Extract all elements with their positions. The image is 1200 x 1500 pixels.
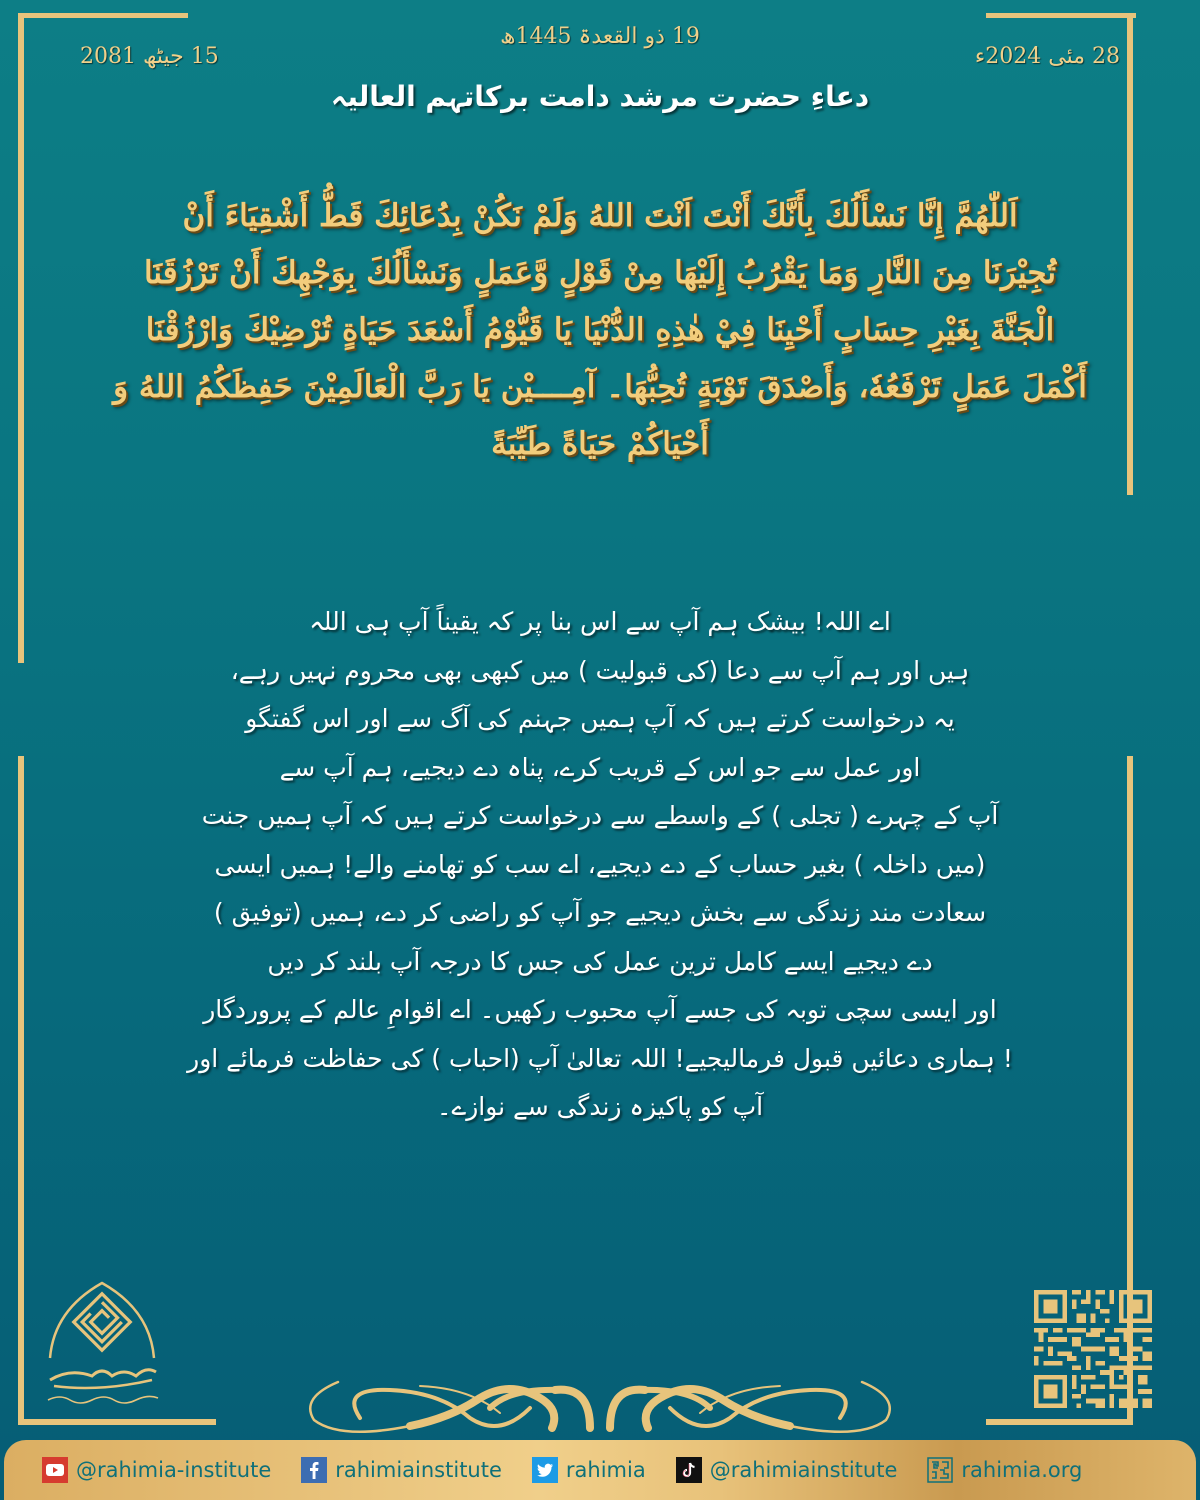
tiktok-icon — [676, 1457, 702, 1483]
urdu-translation-line: آپ کو پاکیزہ زندگی سے نوازے۔ — [436, 1092, 764, 1121]
page-title: دعاءِ حضرت مرشد دامت برکاتہم العالیہ — [330, 80, 870, 113]
hijri-date: 19 ذو القعدۃ 1445ھ — [500, 24, 700, 49]
tiktok-handle: @rahimiainstitute — [709, 1458, 898, 1482]
social-bar — [4, 1440, 1196, 1500]
urdu-translation-line: دے دیجیے ایسے کامل ترین عمل کی جس کا درجہ آپ بلند کر دیں — [267, 946, 933, 976]
twitter-handle: rahimia — [565, 1458, 646, 1482]
urdu-translation-line: یہ درخواست کرتے ہیں کہ آپ ہمیں جہنم کی آگ سے اور اس گفتگو — [245, 704, 955, 733]
website-handle: rahimia.org — [961, 1458, 1083, 1482]
urdu-translation-line: سعادت مند زندگی سے بخش دیجیے جو آپ کو راضی کر دے، ہمیں (توفیق ) — [213, 898, 987, 927]
frame-top-left-horizontal — [18, 13, 188, 18]
facebook-icon — [301, 1457, 327, 1483]
urdu-translation-line: اور عمل سے جو اس کے قریب کرے، پناہ دے دیجیے، ہم آپ سے — [279, 752, 921, 782]
urdu-translation-line: آپ کے چہرے ( تجلی ) کے واسطے سے درخواست کرتے ہیں کہ آپ ہمیں جنت — [201, 801, 999, 830]
arabic-dua-line: اَللّٰهُمَّ إِنَّا نَسْأَلُكَ بِأَنَّكَ أَنْتَ اَنْتَ اللهُ وَلَمْ نَكُنْ بِدُعَائِكَ قَطُّ أَشْقِيَاءَ أَنْ — [182, 198, 1018, 234]
qr-code-icon[interactable] — [1033, 1290, 1153, 1408]
urdu-translation-line: (میں داخلہ ) بغیر حساب کے دے دیجیے، اے سب کو تھامنے والے! ہمیں ایسی — [214, 849, 986, 879]
urdu-translation-line: ہیں اور ہم آپ سے دعا (کی قبولیت ) میں کبھی بھی محروم نہیں رہے، — [230, 655, 970, 685]
arabic-dua-line: أَحْيَاكُمْ حَيَاةً طَيِّبَةً — [491, 426, 709, 462]
twitter-icon — [532, 1457, 558, 1483]
facebook-handle: rahimiainstitute — [335, 1458, 502, 1482]
scroll-ornament-icon — [300, 1368, 900, 1438]
urdu-translation — [150, 598, 1050, 1132]
social-link-youtube[interactable] — [42, 1457, 271, 1483]
bikrami-date: 15 جیٹھ 2081 — [80, 44, 219, 69]
arabic-dua — [85, 188, 1115, 473]
gregorian-date: 28 مئی 2024ء — [974, 44, 1120, 69]
arabic-dua-line: تُجِيْرَنَا مِنَ النَّارِ وَمَا يَقْرُبُ إِلَيْهَا مِنْ قَوْلٍ وَّعَمَلٍ وَنَسْأَلُكَ بِوَجْهِكَ أَنْ تَرْزُقَنَا — [143, 255, 1057, 291]
social-link-tiktok[interactable] — [676, 1457, 898, 1483]
frame-bottom-left-horizontal — [18, 1419, 216, 1425]
arabic-dua-line: أَكْمَلَ عَمَلٍ تَرْفَعُهٗ، وَأَصْدَقَ تَوْبَةٍ تُحِبُّهَا۔ آمِــــيْن يَا رَبَّ الْعَالَمِيْنَ حَفِظَكُمُ اللهُ وَ — [113, 369, 1087, 405]
urdu-translation-line: اور ایسی سچی توبہ کی جسے آپ محبوب رکھیں۔ اے اقوامِ عالم کے پروردگار — [203, 995, 997, 1024]
youtube-icon — [42, 1457, 68, 1483]
social-link-website[interactable] — [927, 1457, 1082, 1483]
urdu-translation-line: ! ہماری دعائیں قبول فرمالیجیے! اللہ تعالیٰ آپ (احباب ) کی حفاظت فرمائے اور — [187, 1043, 1013, 1073]
arabic-dua-line: الْجَنَّةَ بِغَيْرِ حِسَابٍ أَحْيِنَا فِيْ هٰذِهِ الدُّنْيَا يَا قَيُّوْمُ أَسْعَدَ حَيَاةٍ تُرْضِيْكَ وَارْزُقْنَا — [145, 312, 1055, 348]
frame-top-right-horizontal — [986, 13, 1136, 18]
website-icon — [927, 1457, 953, 1483]
rahimia-logo-icon — [40, 1280, 165, 1415]
social-link-twitter[interactable] — [532, 1457, 646, 1483]
urdu-translation-line: اے اللہ! بیشک ہم آپ سے اس بنا پر کہ یقیناً آپ ہی اللہ — [309, 607, 891, 636]
frame-left-vertical-lower — [18, 756, 24, 1424]
youtube-handle: @rahimia-institute — [76, 1458, 272, 1482]
frame-bottom-right-horizontal — [986, 1419, 1133, 1425]
social-link-facebook[interactable] — [301, 1457, 502, 1483]
